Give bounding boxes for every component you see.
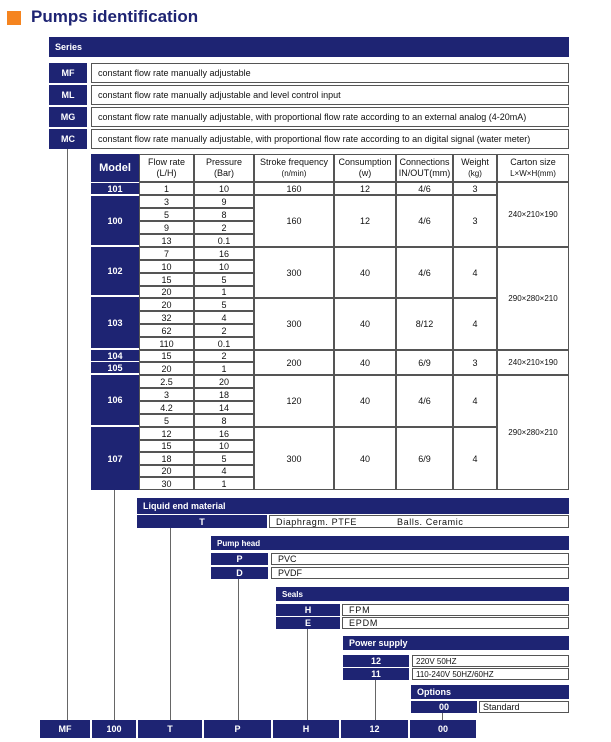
pressure-cell: 1	[194, 477, 254, 490]
connector-line	[114, 490, 115, 720]
stroke-cell: 200	[254, 350, 334, 375]
series-code: MC	[49, 129, 87, 149]
seals-desc: EPDM	[342, 617, 569, 629]
flow-cell: 9	[139, 221, 194, 234]
pump-head-code: P	[211, 553, 268, 565]
example-seals: H	[273, 720, 339, 738]
pump-head-header: Pump head	[211, 536, 569, 550]
flow-cell: 20	[139, 465, 194, 477]
series-code: MF	[49, 63, 87, 83]
example-liquid-end: T	[138, 720, 202, 738]
seals-desc: FPM	[342, 604, 569, 616]
pressure-cell: 18	[194, 388, 254, 401]
pressure-cell: 0.1	[194, 337, 254, 350]
seals-code: H	[276, 604, 340, 616]
model-cell: 106	[91, 375, 139, 425]
stroke-cell: 160	[254, 195, 334, 247]
flow-cell: 15	[139, 350, 194, 362]
weight-cell: 4	[453, 247, 497, 298]
accent-square	[7, 11, 21, 25]
weight-cell: 3	[453, 350, 497, 375]
flow-cell: 18	[139, 452, 194, 465]
flow-cell: 30	[139, 477, 194, 490]
header-carton: Carton size L×W×H(mm)	[497, 154, 569, 182]
connector-line	[442, 713, 443, 720]
flow-cell: 5	[139, 414, 194, 427]
pressure-cell: 20	[194, 375, 254, 388]
weight-cell: 4	[453, 427, 497, 490]
connections-cell: 8/12	[396, 298, 453, 350]
pressure-cell: 1	[194, 286, 254, 298]
example-pump-head: P	[204, 720, 271, 738]
flow-cell: 110	[139, 337, 194, 350]
flow-cell: 3	[139, 388, 194, 401]
carton-cell: 290×280×210	[497, 247, 569, 350]
liquid-end-code: T	[137, 515, 267, 528]
header-stroke: Stroke frequency (n/min)	[254, 154, 334, 182]
header-consumption: Consumption (w)	[334, 154, 396, 182]
stroke-cell: 300	[254, 298, 334, 350]
consumption-cell: 12	[334, 195, 396, 247]
consumption-cell: 40	[334, 298, 396, 350]
pressure-cell: 10	[194, 440, 254, 452]
header-weight: Weight (kg)	[453, 154, 497, 182]
page-title: Pumps identification	[31, 7, 199, 26]
weight-cell: 3	[453, 195, 497, 247]
power-code: 11	[343, 668, 409, 680]
model-cell: 107	[91, 427, 139, 490]
header-pressure: Pressure (Bar)	[194, 154, 254, 182]
connections-cell: 4/6	[396, 195, 453, 247]
pressure-cell: 16	[194, 427, 254, 440]
pressure-cell: 5	[194, 273, 254, 286]
pressure-cell: 14	[194, 401, 254, 414]
connector-line	[375, 680, 376, 720]
stroke-cell: 300	[254, 247, 334, 298]
model-cell: 100	[91, 196, 139, 245]
consumption-cell: 12	[334, 182, 396, 195]
pressure-cell: 0.1	[194, 234, 254, 247]
liquid-end-desc: Diaphragm. PTFE Balls. Ceramic	[269, 515, 569, 528]
pressure-cell: 2	[194, 221, 254, 234]
connector-line	[67, 149, 68, 720]
flow-cell: 15	[139, 440, 194, 452]
example-model: 100	[92, 720, 136, 738]
power-header: Power supply	[343, 636, 569, 650]
spec-table	[91, 154, 569, 490]
flow-cell: 62	[139, 324, 194, 337]
flow-cell: 15	[139, 273, 194, 286]
connections-cell: 4/6	[396, 182, 453, 195]
carton-cell: 240×210×190	[497, 350, 569, 375]
connector-line	[307, 629, 308, 720]
pressure-cell: 9	[194, 195, 254, 208]
power-desc: 220V 50HZ	[412, 655, 569, 667]
flow-cell: 7	[139, 247, 194, 260]
flow-cell: 4.2	[139, 401, 194, 414]
header-connections: Connections IN/OUT(mm)	[396, 154, 453, 182]
pressure-cell: 16	[194, 247, 254, 260]
options-desc: Standard	[479, 701, 569, 713]
pressure-cell: 4	[194, 465, 254, 477]
pressure-cell: 10	[194, 260, 254, 273]
example-power: 12	[341, 720, 408, 738]
series-desc: constant flow rate manually adjustable	[91, 63, 569, 83]
model-cell: 105	[91, 362, 139, 373]
power-code: 12	[343, 655, 409, 667]
model-cell: 102	[91, 247, 139, 295]
pressure-cell: 5	[194, 452, 254, 465]
consumption-cell: 40	[334, 247, 396, 298]
weight-cell: 3	[453, 182, 497, 195]
flow-cell: 2.5	[139, 375, 194, 388]
pressure-cell: 2	[194, 324, 254, 337]
flow-cell: 20	[139, 286, 194, 298]
series-desc: constant flow rate manually adjustable, with proportional flow rate according to an digital signal (water meter)	[91, 129, 569, 149]
consumption-cell: 40	[334, 375, 396, 427]
header-flow: Flow rate (L/H)	[139, 154, 194, 182]
model-cell: 104	[91, 350, 139, 361]
connections-cell: 4/6	[396, 247, 453, 298]
pressure-cell: 10	[194, 182, 254, 195]
pressure-cell: 8	[194, 208, 254, 221]
series-desc: constant flow rate manually adjustable and level control input	[91, 85, 569, 105]
stroke-cell: 160	[254, 182, 334, 195]
connections-cell: 4/6	[396, 375, 453, 427]
series-desc: constant flow rate manually adjustable, with proportional flow rate according to an external analog (4-20mA)	[91, 107, 569, 127]
pump-head-desc: PVC	[271, 553, 569, 565]
stroke-cell: 300	[254, 427, 334, 490]
seals-header: Seals	[276, 587, 569, 601]
flow-cell: 20	[139, 362, 194, 375]
connector-line	[170, 528, 171, 720]
power-desc: 110-240V 50HZ/60HZ	[412, 668, 569, 680]
series-header: Series	[49, 37, 569, 57]
weight-cell: 4	[453, 375, 497, 427]
connections-cell: 6/9	[396, 427, 453, 490]
stroke-cell: 120	[254, 375, 334, 427]
flow-cell: 32	[139, 311, 194, 324]
example-options: 00	[410, 720, 476, 738]
flow-cell: 10	[139, 260, 194, 273]
flow-cell: 3	[139, 195, 194, 208]
pressure-cell: 1	[194, 362, 254, 375]
flow-cell: 12	[139, 427, 194, 440]
series-code: ML	[49, 85, 87, 105]
model-cell: 101	[91, 183, 139, 194]
consumption-cell: 40	[334, 350, 396, 375]
flow-pressure-grid	[139, 182, 254, 490]
flow-cell: 20	[139, 298, 194, 311]
model-cell: 103	[91, 297, 139, 348]
carton-cell: 290×280×210	[497, 375, 569, 490]
header-model: Model	[91, 154, 139, 182]
options-code: 00	[411, 701, 477, 713]
seals-code: E	[276, 617, 340, 629]
pressure-cell: 2	[194, 350, 254, 362]
pressure-cell: 5	[194, 298, 254, 311]
pump-head-code: D	[211, 567, 268, 579]
flow-cell: 1	[139, 182, 194, 195]
weight-cell: 4	[453, 298, 497, 350]
liquid-end-header: Liquid end material	[137, 498, 569, 514]
connector-line	[238, 579, 239, 720]
consumption-cell: 40	[334, 427, 396, 490]
carton-cell: 240×210×190	[497, 182, 569, 247]
pump-head-desc: PVDF	[271, 567, 569, 579]
flow-cell: 5	[139, 208, 194, 221]
series-code: MG	[49, 107, 87, 127]
connections-cell: 6/9	[396, 350, 453, 375]
pressure-cell: 8	[194, 414, 254, 427]
pressure-cell: 4	[194, 311, 254, 324]
example-series: MF	[40, 720, 90, 738]
flow-cell: 13	[139, 234, 194, 247]
options-header: Options	[411, 685, 569, 699]
